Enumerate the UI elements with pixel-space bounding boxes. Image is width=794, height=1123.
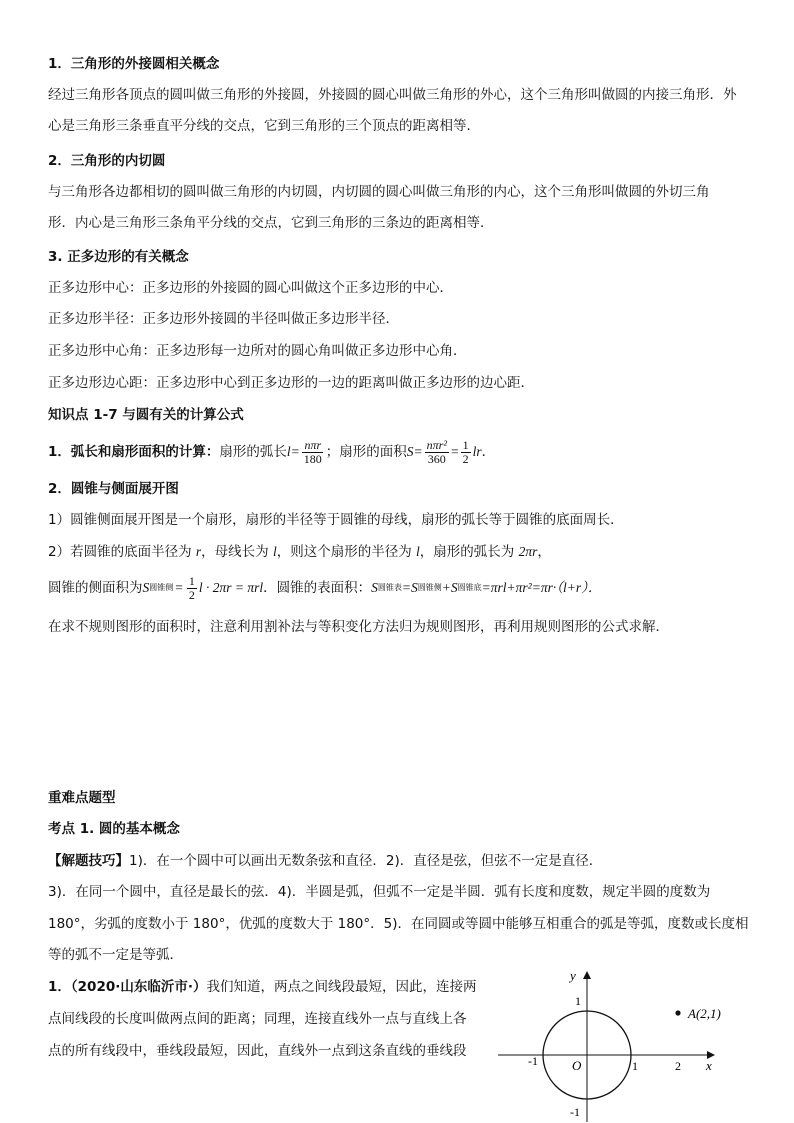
text-fragment: ．圆锥的表面积： [263,580,372,596]
x-axis-label: x [706,1058,712,1073]
lr-term: lr [472,444,482,459]
math-fragment: =S [401,580,418,595]
arc-length-text: 扇形的弧长 [219,444,287,460]
arc-formula-line [48,435,495,469]
fraction-numerator: 1 [462,437,469,452]
question-text: 我们知道，两点之间线段最短，因此，连接两 [206,979,477,995]
tick-label-ym1: -1 [570,1105,580,1119]
topic-1-heading: 考点 1. 圆的基本概念 [48,821,180,837]
polygon-central-angle-def: 正多边形中心角：正多边形每一边所对的圆心角叫做正多边形中心角． [48,343,467,359]
var-l: l [416,544,420,559]
arc-length-fraction [302,439,324,466]
math-fragment: +S [441,580,458,595]
var-S: S [371,580,378,595]
tip-text: 1)．在一个圆中可以画出无数条弦和直径．2)．直径是弦，但弦不一定是直径． [129,853,603,869]
fraction-denominator: 2 [188,587,195,602]
fraction-denominator: 180 [303,451,322,466]
origin-label: O [572,1058,582,1073]
arc-length-expr: 2πr [518,544,538,559]
subscript: 圆锥底 [457,583,482,592]
fraction-numerator: nπr² [426,437,447,452]
polygon-radius-def: 正多边形半径：正多边形外接圆的半径叫做正多边形半径． [48,311,399,327]
question-line-1 [48,977,477,997]
var-S: S [142,580,150,595]
question-line-3: 点的所有线段中，垂线段最短，因此，直线外一点到这条直线的垂线段 [48,1043,467,1059]
lateral-area-expr: l · 2πr = πrl [198,580,264,595]
tip-label: 【解题技巧】 [48,853,129,869]
section-2-text: 形．内心是三角形三条角平分线的交点，它到三角形的三条边的距离相等． [48,215,494,231]
point-a-label: A(2,1) [688,1006,721,1021]
text-fragment: 2）若圆锥的底面半径为 [48,544,196,560]
surface-area-expr: =πrl+πr²=πr·（l+r）． [481,580,602,595]
cone-text-4: 在求不规则图形的面积时，注意利用割补法与等积变化方法归为规则图形，再利用规则图形的公式求解． [48,619,669,635]
half-fraction [461,439,471,466]
fraction-denominator: 2 [462,451,469,466]
hard-topics-heading: 重难点题型 [48,790,116,806]
arc-formula-label: 1．弧长和扇形面积的计算： [48,444,220,460]
section-1-heading: 1．三角形的外接圆相关概念 [48,56,220,72]
sector-area-fraction [425,439,449,466]
equals-sign: = [175,580,183,595]
tick-label-x2: 2 [675,1059,681,1073]
section-2-text: 与三角形各边都相切的圆叫做三角形的内切圆，内切圆的圆心叫做三角形的内心，这个三角形叫做圆的外切三角 [48,184,710,200]
cone-area-line [48,570,601,606]
polygon-apothem-def: 正多边形边心距：正多边形中心到正多边形的一边的距离叫做正多边形的边心距． [48,375,534,391]
question-number: 1． [48,979,71,995]
text-fragment: ，扇形的弧长为 [419,544,519,560]
tip-line-2: 3)．在同一个圆中，直径是最长的弦．4)．半圆是弧，但弧不一定是半圆．弧有长度和度数，规定半圆的度数为 [48,884,711,900]
sector-area-var: S= [406,444,423,459]
var-r: r [195,544,202,559]
coordinate-figure [492,962,722,1123]
cone-text-1: 1）圆锥侧面展开图是一个扇形，扇形的半径等于圆锥的母线，扇形的弧长等于圆锥的底面周长． [48,512,624,528]
question-source: （2020·山东临沂市·） [70,979,207,995]
cone-text-2 [48,542,551,562]
period: ． [481,444,496,460]
section-1-text: 经过三角形各顶点的圆叫做三角形的外接圆，外接圆的圆心叫做三角形的外心，这个三角形叫做圆的内接三角形．外 [48,87,737,103]
arc-length-var: l= [286,444,300,459]
subscript: 圆锥侧 [417,583,442,592]
polygon-center-def: 正多边形中心：正多边形的外接圆的圆心叫做这个正多边形的中心． [48,280,453,296]
tip-line-4: 等的弧不一定是等弧． [48,947,183,963]
cone-heading: 2．圆锥与侧面展开图 [48,481,179,497]
half-fraction [187,575,197,602]
question-line-2: 点间线段的长度叫做两点间的距离；同理，连接直线外一点与直线上各 [48,1011,467,1027]
tick-label-x1: 1 [632,1059,638,1073]
section-3-heading: 3. 正多边形的有关概念 [48,249,189,265]
subscript: 圆锥表 [377,583,402,592]
knowledge-point-heading: 知识点 1-7 与圆有关的计算公式 [48,407,244,423]
var-l: l [272,544,277,559]
tick-label-xm1: -1 [528,1054,538,1068]
fraction-numerator: nπr [304,437,322,452]
fraction-denominator: 360 [427,451,446,466]
text-fragment: 圆锥的侧面积为 [48,580,143,596]
sector-area-text: ；扇形的面积 [325,444,407,460]
tick-label-y1: 1 [575,994,581,1008]
fraction-numerator: 1 [188,573,195,588]
equals-sign: = [450,444,459,459]
tip-line-3: 180°，劣弧的度数小于 180°，优弧的度数大于 180°．5)．在同圆或等圆中能够互相重合的弧是等弧，度数或长度相 [48,916,749,932]
y-axis-label: y [570,968,576,983]
text-fragment: ，则这个扇形的半径为 [276,544,417,560]
text-fragment: ， [537,544,551,560]
section-2-heading: 2．三角形的内切圆 [48,153,166,169]
text-fragment: ，母线长为 [201,544,273,560]
tip-line-1 [48,851,602,871]
subscript: 圆锥侧 [149,583,174,592]
section-1-text: 心是三角形三条垂直平分线的交点，它到三角形的三个顶点的距离相等． [48,118,480,134]
point-a [675,1010,680,1015]
